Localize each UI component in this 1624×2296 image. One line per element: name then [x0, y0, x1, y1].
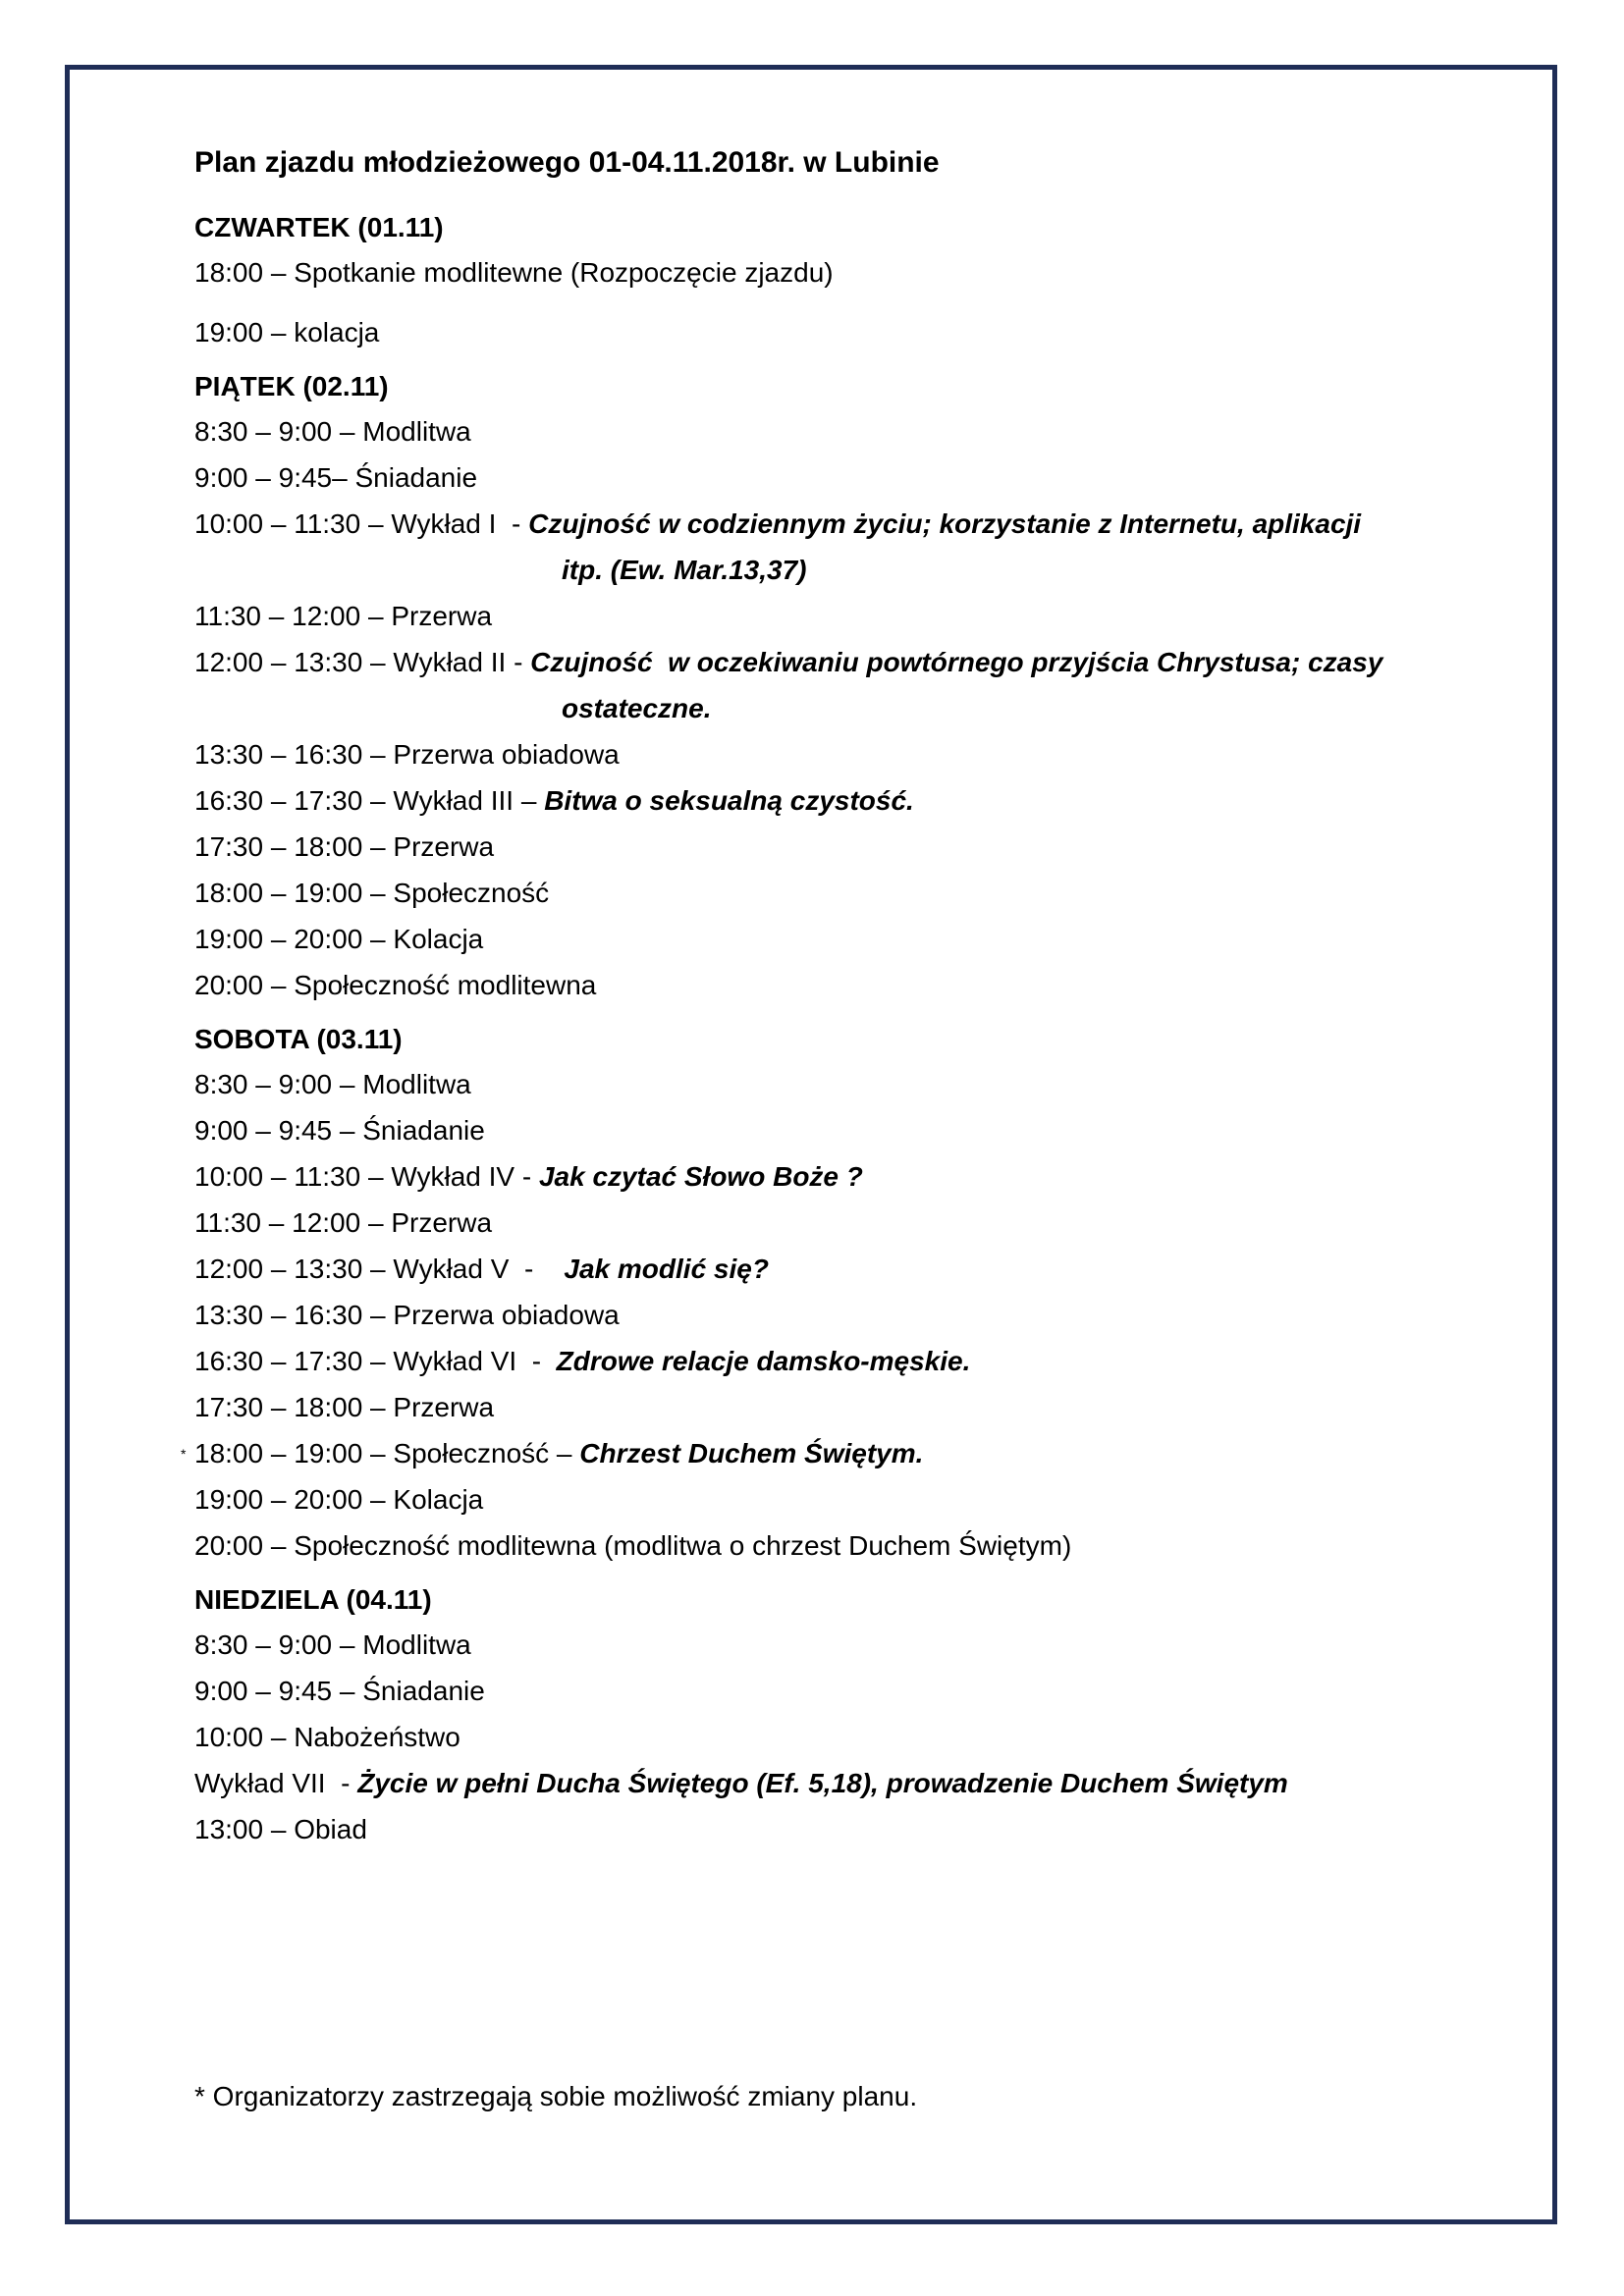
schedule-item [194, 593, 1461, 639]
day-heading-thursday: CZWARTEK (01.11) [194, 212, 444, 242]
schedule-item [194, 870, 1461, 916]
schedule-item-continuation [194, 685, 1461, 731]
lecture-topic: Bitwa o seksualną czystość. [544, 785, 914, 816]
footnote: * Organizatorzy zastrzegają sobie możliwość zmiany planu. [194, 2081, 918, 2111]
schedule-item [194, 309, 1461, 355]
item-time: 8:30 – 9:00 – Modlitwa [194, 416, 471, 447]
schedule-item [194, 777, 1461, 824]
item-time: 11:30 – 12:00 – Przerwa [194, 601, 493, 631]
schedule-item [194, 824, 1461, 870]
lecture-topic: Zdrowe relacje damsko-męskie. [556, 1346, 971, 1376]
lecture-topic: Chrzest Duchem Świętym. [579, 1438, 924, 1468]
schedule-item-continuation [194, 547, 1461, 593]
schedule-item [194, 1153, 1461, 1200]
schedule-item [194, 1714, 1461, 1760]
schedule-item [194, 1668, 1461, 1714]
lecture-topic-cont: itp. (Ew. Mar.13,37) [562, 555, 807, 585]
schedule-item [194, 1622, 1461, 1668]
margin-asterisk: * [181, 1446, 187, 1462]
schedule-item [194, 1806, 1461, 1852]
item-time: 18:00 – Spotkanie modlitewne (Rozpoczęcie zjazdu) [194, 257, 834, 288]
item-time: 8:30 – 9:00 – Modlitwa [194, 1069, 471, 1099]
schedule-item [194, 1246, 1461, 1292]
schedule-item [194, 639, 1461, 685]
item-time: 11:30 – 12:00 – Przerwa [194, 1207, 493, 1238]
schedule-item [194, 1760, 1461, 1806]
item-time: 19:00 – 20:00 – Kolacja [194, 924, 484, 954]
day-heading-saturday: SOBOTA (03.11) [194, 1024, 403, 1054]
item-time: 17:30 – 18:00 – Przerwa [194, 831, 495, 862]
lecture-topic: Życie w pełni Ducha Świętego (Ef. 5,18), prowadzenie Duchem Świętym [357, 1768, 1288, 1798]
item-time: 20:00 – Społeczność modlitewna [194, 970, 597, 1000]
item-time: 9:00 – 9:45 – Śniadanie [194, 1676, 485, 1706]
lecture-topic-cont: ostateczne. [562, 693, 712, 723]
item-time: 8:30 – 9:00 – Modlitwa [194, 1629, 471, 1660]
document-title: Plan zjazdu młodzieżowego 01-04.11.2018r. w Lubinie [194, 146, 940, 179]
day-heading-friday: PIĄTEK (02.11) [194, 371, 389, 401]
item-time: 13:30 – 16:30 – Przerwa obiadowa [194, 739, 620, 770]
item-time: 10:00 – 11:30 – Wykład I - [194, 508, 529, 539]
schedule-item [194, 1292, 1461, 1338]
item-time: 13:30 – 16:30 – Przerwa obiadowa [194, 1300, 620, 1330]
schedule-item [194, 1476, 1461, 1522]
lecture-topic: Czujność w oczekiwaniu powtórnego przyjścia Chrystusa; czasy [530, 647, 1383, 677]
schedule-item [194, 1430, 1461, 1476]
schedule-item [194, 454, 1461, 501]
schedule-item [194, 501, 1461, 547]
item-time: 19:00 – kolacja [194, 317, 380, 347]
schedule-item [194, 1338, 1461, 1384]
item-time: 9:00 – 9:45– Śniadanie [194, 462, 478, 493]
item-time: 17:30 – 18:00 – Przerwa [194, 1392, 495, 1422]
item-time: 18:00 – 19:00 – Społeczność [194, 878, 550, 908]
item-time: 10:00 – 11:30 – Wykład IV - [194, 1161, 539, 1192]
item-time: Wykład VII - [194, 1768, 358, 1798]
schedule-item [194, 731, 1461, 777]
item-time: 16:30 – 17:30 – Wykład VI - [194, 1346, 557, 1376]
item-time: 12:00 – 13:30 – Wykład V - [194, 1254, 565, 1284]
item-time: 10:00 – Nabożeństwo [194, 1722, 460, 1752]
schedule-item [194, 962, 1461, 1008]
lecture-topic: Czujność w codziennym życiu; korzystanie z Internetu, aplikacji [528, 508, 1362, 539]
item-time: 13:00 – Obiad [194, 1814, 367, 1844]
lecture-topic: Jak modlić się? [564, 1254, 769, 1284]
schedule-item [194, 1061, 1461, 1107]
schedule-item [194, 916, 1461, 962]
item-time: 19:00 – 20:00 – Kolacja [194, 1484, 484, 1515]
schedule-item [194, 1107, 1461, 1153]
lecture-topic: Jak czytać Słowo Boże ? [538, 1161, 863, 1192]
item-time: 9:00 – 9:45 – Śniadanie [194, 1115, 485, 1146]
schedule-item [194, 1200, 1461, 1246]
schedule-item [194, 1522, 1461, 1569]
day-heading-sunday: NIEDZIELA (04.11) [194, 1584, 432, 1615]
schedule-item [194, 408, 1461, 454]
schedule-item [194, 1384, 1461, 1430]
schedule-document [194, 141, 1461, 1852]
item-time: 18:00 – 19:00 – Społeczność – [194, 1438, 580, 1468]
item-time: 16:30 – 17:30 – Wykład III – [194, 785, 545, 816]
item-time: 12:00 – 13:30 – Wykład II - [194, 647, 531, 677]
schedule-item [194, 249, 1461, 295]
item-time: 20:00 – Społeczność modlitewna (modlitwa o chrzest Duchem Świętym) [194, 1530, 1072, 1561]
